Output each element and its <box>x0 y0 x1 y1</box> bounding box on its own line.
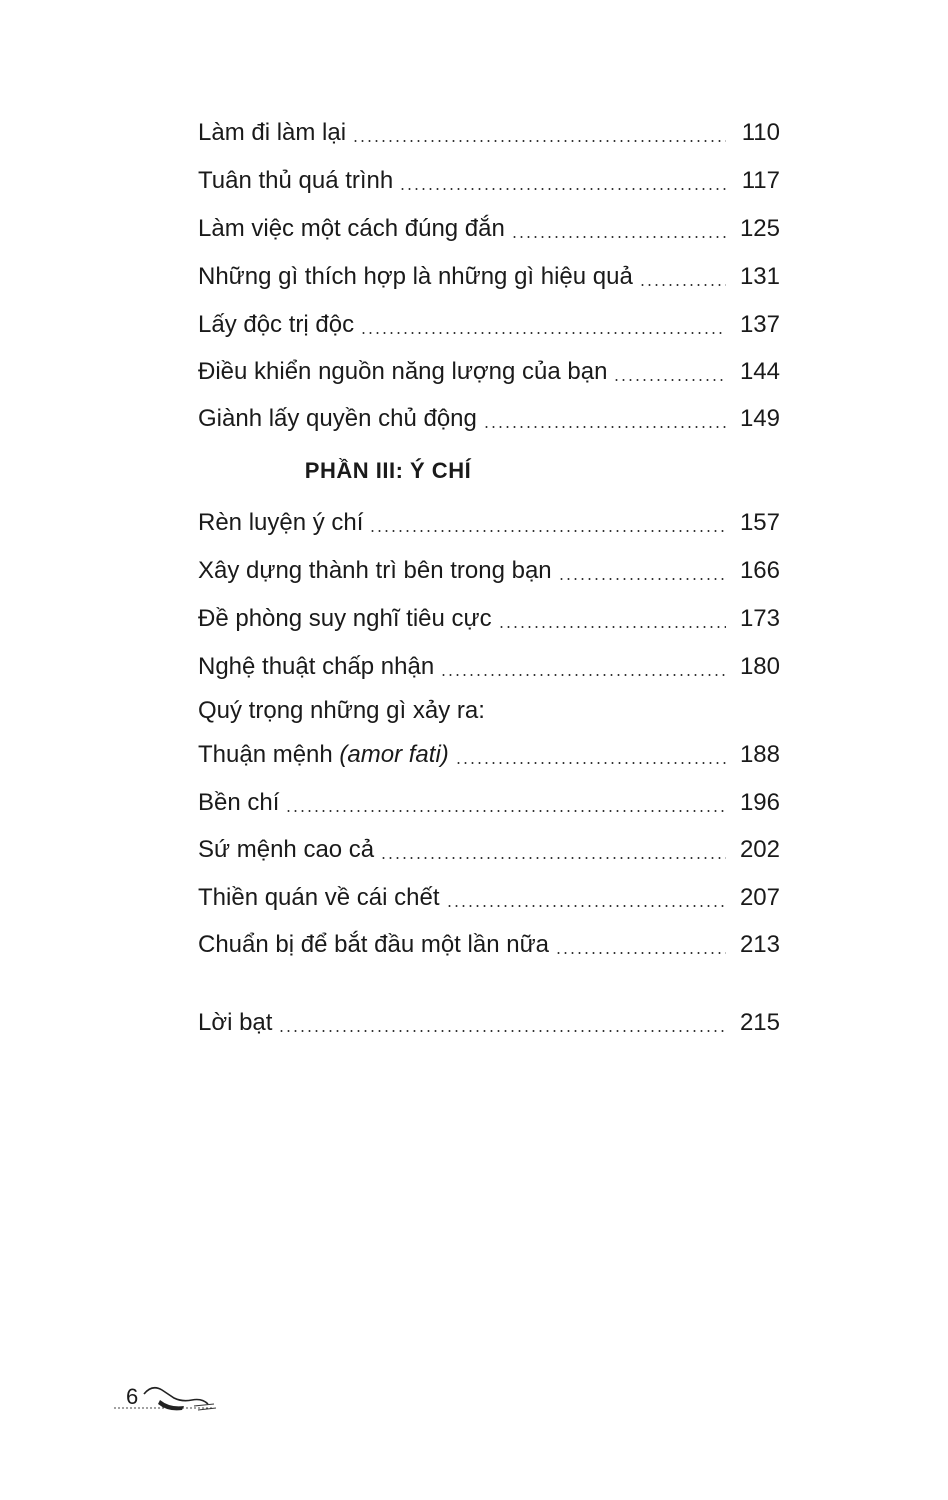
section-heading <box>198 458 780 484</box>
toc-entry-page: 173 <box>739 605 780 632</box>
toc-entry <box>198 402 780 434</box>
toc-entry-page: 188 <box>739 741 780 768</box>
toc-entry-title-line2 <box>198 740 449 770</box>
toc-entry-page: 117 <box>741 167 780 194</box>
dot-leader <box>369 530 726 532</box>
toc-entry-page: 137 <box>739 311 780 338</box>
toc-entry-title: Chuẩn bị để bắt đầu một lần nữa <box>198 931 549 958</box>
toc-entry-title: Nghệ thuật chấp nhận <box>198 653 435 680</box>
toc-entry-title: Thiền quán về cái chết <box>198 884 440 911</box>
toc-entry-title: Làm đi làm lại <box>198 119 347 146</box>
toc-entry-page: 131 <box>739 263 780 290</box>
toc-entry-title: Sứ mệnh cao cả <box>198 836 375 863</box>
toc-entry-title: Giành lấy quyền chủ động <box>198 405 477 432</box>
dot-leader <box>446 905 727 907</box>
dot-leader <box>360 332 726 334</box>
toc-entry-page: 166 <box>739 557 780 584</box>
page-number: 6 <box>126 1384 139 1409</box>
dot-leader <box>352 140 726 142</box>
section-heading-text: PHẦN III: Ý CHÍ <box>304 458 472 483</box>
toc-entry-page: 180 <box>739 653 780 680</box>
toc-entry-page: 157 <box>739 509 780 536</box>
toc-entry-title: Điều khiển nguồn năng lượng của bạn <box>198 358 608 385</box>
toc-entry <box>198 308 780 340</box>
toc-entry-title: Những gì thích hợp là những gì hiệu quả <box>198 263 633 290</box>
toc-entry-title: Lời bạt <box>198 1009 273 1036</box>
dot-leader <box>511 236 726 238</box>
toc-entry-title-italic: (amor fati) <box>339 741 449 768</box>
dot-leader <box>455 762 726 764</box>
dot-leader <box>613 379 726 381</box>
toc-entry <box>198 116 780 148</box>
toc-entry-title: Xây dựng thành trì bên trong bạn <box>198 557 552 584</box>
toc-entry <box>198 602 780 634</box>
toc-entry-title: Lấy độc trị độc <box>198 311 355 338</box>
dot-leader <box>278 1030 726 1032</box>
toc-entry <box>198 786 780 818</box>
dot-leader <box>440 674 726 676</box>
toc-entry-page: 213 <box>739 931 780 958</box>
toc-entry-page: 149 <box>739 405 780 432</box>
dot-leader <box>555 952 726 954</box>
toc-entry <box>198 738 780 770</box>
toc-entry-multiline <box>198 696 780 732</box>
toc-entry-title: Đề phòng suy nghĩ tiêu cực <box>198 605 492 632</box>
toc-entry <box>198 260 780 292</box>
page-footer <box>112 1378 222 1418</box>
toc-entry-title-plain: Thuận mệnh <box>198 741 340 768</box>
toc-entry-afterword <box>198 1006 780 1038</box>
toc-entry <box>198 355 780 387</box>
toc-entry <box>198 833 780 865</box>
toc-entry <box>198 212 780 244</box>
toc-entry-title: Rèn luyện ý chí <box>198 509 364 536</box>
dot-leader <box>558 578 726 580</box>
dot-leader <box>399 188 726 190</box>
toc-entry <box>198 650 780 682</box>
dot-leader <box>483 426 726 428</box>
toc-entry-title: Bền chí <box>198 789 280 816</box>
toc-entry-page: 202 <box>739 836 780 863</box>
toc-entry-page: 110 <box>741 119 780 146</box>
toc-entry-page: 215 <box>739 1009 780 1036</box>
toc-entry-page: 144 <box>739 358 780 385</box>
toc-entry-page: 196 <box>739 789 780 816</box>
toc-entry <box>198 554 780 586</box>
toc-entry <box>198 928 780 960</box>
toc-entry-page: 125 <box>739 215 780 242</box>
dot-leader <box>380 857 726 859</box>
dot-leader <box>498 626 726 628</box>
toc-entry-title-line1: Quý trọng những gì xảy ra: <box>198 697 485 724</box>
toc-entry-title: Tuân thủ quá trình <box>198 167 394 194</box>
toc-entry-title: Làm việc một cách đúng đắn <box>198 215 505 242</box>
toc-entry <box>198 164 780 196</box>
toc-entry <box>198 881 780 913</box>
toc-entry-page: 207 <box>739 884 780 911</box>
dot-leader <box>285 810 726 812</box>
toc-entry <box>198 506 780 538</box>
dot-leader <box>639 284 726 286</box>
